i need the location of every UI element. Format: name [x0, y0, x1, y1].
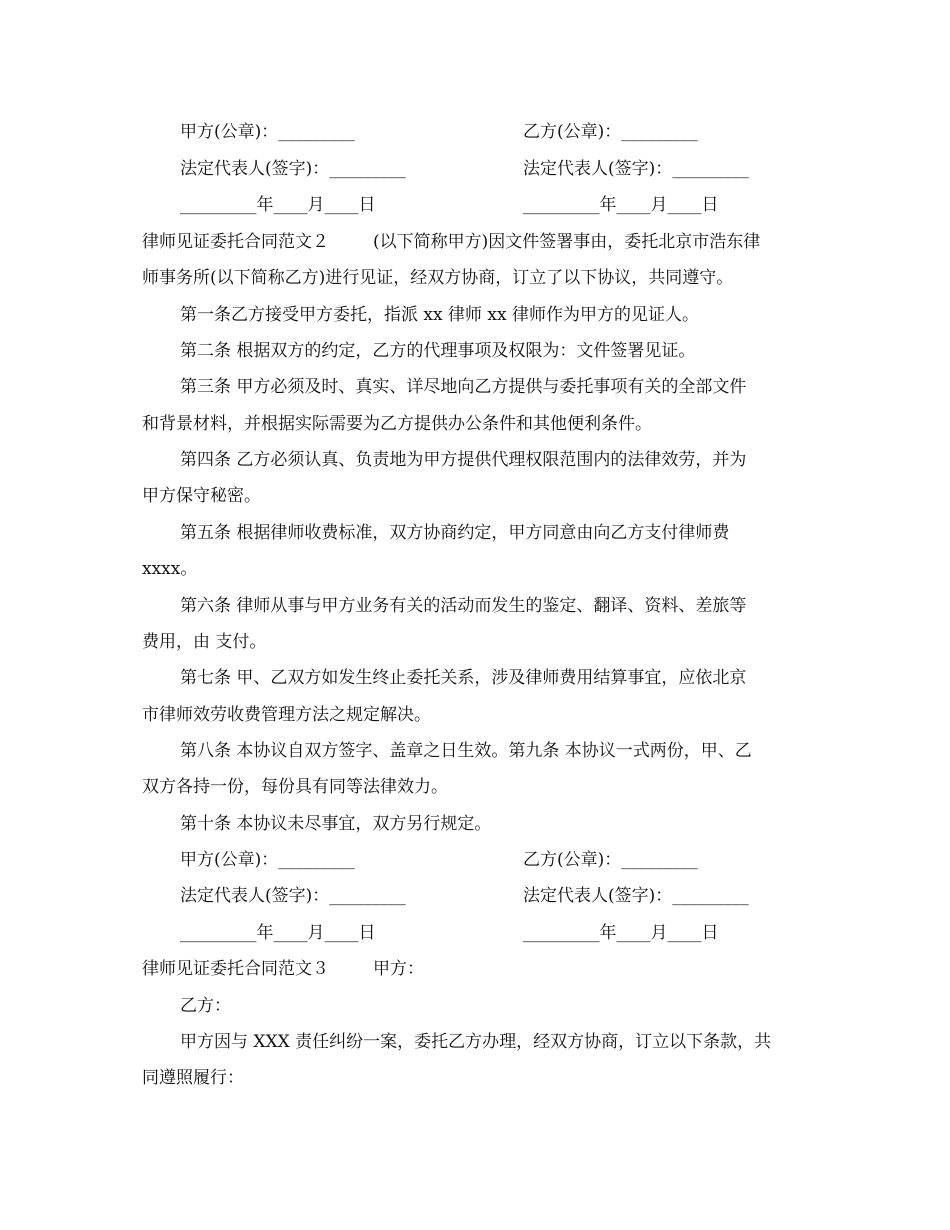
article-3-line-2: 和背景材料，并根据实际需要为乙方提供办公条件和其他便利条件。 [142, 414, 652, 434]
article-2: 第二条 根据双方的约定，乙方的代理事项及权限为：文件签署见证。 [180, 341, 696, 361]
party-a-representative-line: 法定代表人(签字)：_________ [180, 886, 406, 906]
party-a-seal-line: 甲方(公章)：_________ [180, 850, 355, 870]
article-5-line-2: xxxx。 [142, 559, 198, 579]
article-8-line-1: 第八条 本协议自双方签字、盖章之日生效。第九条 本协议一式两份，甲、乙 [180, 741, 752, 761]
article-8-line-2: 双方各持一份，每份具有同等法律效力。 [142, 777, 448, 797]
article-6-line-2: 费用，由 支付。 [142, 632, 267, 652]
contract-2-title: 律师见证委托合同范文２ [142, 232, 329, 252]
article-7-line-2: 市律师效劳收费管理方法之规定解决。 [142, 705, 431, 725]
party-b-seal-line: 乙方(公章)：_________ [523, 122, 698, 142]
party-a-date-line: _________年____月____日 [180, 923, 376, 943]
article-4-line-2: 甲方保守秘密。 [142, 486, 261, 506]
party-b-seal-line: 乙方(公章)：_________ [523, 850, 698, 870]
party-b-date-line: _________年____月____日 [523, 195, 719, 215]
party-b-representative-line: 法定代表人(签字)：_________ [523, 159, 749, 179]
contract-2-heading-line [142, 231, 760, 253]
party-a-date-line: _________年____月____日 [180, 195, 376, 215]
article-4-line-1: 第四条 乙方必须认真、负责地为甲方提供代理权限范围内的法律效劳，并为 [180, 450, 747, 470]
contract-3-party-a: 甲方： [373, 959, 424, 979]
party-a-representative-line: 法定代表人(签字)：_________ [180, 159, 406, 179]
party-a-seal-line: 甲方(公章)：_________ [180, 122, 355, 142]
contract-3-intro-line-2: 同遵照履行： [142, 1068, 244, 1088]
article-6-line-1: 第六条 律师从事与甲方业务有关的活动而发生的鉴定、翻译、资料、差旅等 [180, 596, 747, 616]
contract-3-party-b: 乙方： [180, 996, 231, 1016]
contract-2-intro-continued: 师事务所(以下简称乙方)进行见证，经双方协商，订立了以下协议，共同遵守。 [142, 268, 734, 288]
article-1: 第一条乙方接受甲方委托，指派 xx 律师 xx 律师作为甲方的见证人。 [180, 305, 699, 325]
contract-3-intro-line-1: 甲方因与 XXX 责任纠纷一案，委托乙方办理，经双方协商，订立以下条款，共 [180, 1032, 772, 1052]
article-7-line-1: 第七条 甲、乙双方如发生终止委托关系，涉及律师费用结算事宜，应依北京 [180, 668, 747, 688]
party-b-representative-line: 法定代表人(签字)：_________ [523, 886, 749, 906]
article-3-line-1: 第三条 甲方必须及时、真实、详尽地向乙方提供与委托事项有关的全部文件 [180, 377, 747, 397]
contract-3-heading-line [142, 958, 424, 980]
contract-3-title: 律师见证委托合同范文３ [142, 959, 329, 979]
article-10: 第十条 本协议未尽事宜，双方另行规定。 [180, 814, 492, 834]
party-b-date-line: _________年____月____日 [523, 923, 719, 943]
article-5-line-1: 第五条 根据律师收费标准，双方协商约定，甲方同意由向乙方支付律师费 [180, 523, 730, 543]
contract-2-intro-start: (以下简称甲方)因文件签署事由，委托北京市浩东律 [373, 232, 761, 252]
